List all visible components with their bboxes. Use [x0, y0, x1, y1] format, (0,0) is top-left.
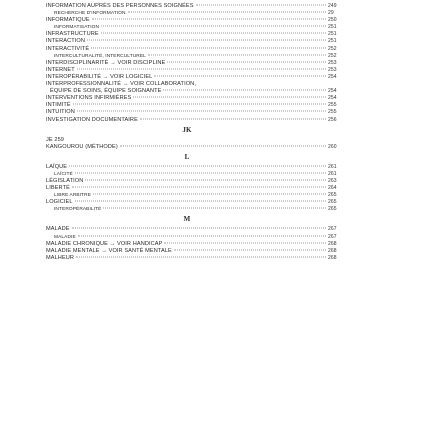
index-entry-term: LAÏCITÉ: [54, 171, 73, 177]
index-entry-term: LÉGISLATION: [46, 177, 84, 184]
index-entry-term: LIBRE ARBITRE: [54, 193, 92, 199]
dot-leader: [91, 47, 326, 48]
dot-leader: [163, 90, 326, 91]
index-entry-page: 267: [328, 233, 337, 240]
dot-leader: [167, 61, 326, 62]
index-entry: [46, 38, 346, 45]
index-entry-page: 265: [328, 199, 337, 206]
index-entry: [46, 185, 346, 192]
letter-heading-jk: JK: [182, 125, 192, 134]
index-entry-page: 263: [328, 177, 337, 184]
index-entry-page: 261: [328, 170, 337, 177]
index-entry-page: 251: [328, 31, 337, 38]
dot-leader: [77, 68, 326, 69]
index-entry-page: 253: [328, 59, 337, 66]
index-entry-page: 29: [328, 10, 334, 17]
index-entry-page: 252: [328, 45, 337, 52]
index-entry-term: INFRASTRUCTURE: [46, 31, 99, 38]
index-entry-page: 267: [328, 226, 337, 233]
index-entry: [46, 226, 346, 233]
dot-leader: [196, 5, 326, 6]
dot-leader: [92, 19, 326, 20]
index-entry: [46, 3, 346, 10]
index-entry-page: 265: [328, 206, 337, 213]
index-entry: [46, 192, 346, 199]
index-entry-page: 268: [328, 247, 337, 254]
index-entry-term: LOGICIEL: [46, 199, 73, 206]
index-entry-term: INTERCULTURALITÉ, INTERCULTUREL: [54, 53, 146, 59]
index-entry-term: INTERPROFESSIONNALITÉ → VOIR COLLABORATION,: [46, 81, 196, 88]
index-entry-term: MALADIE CHRONIQUE → VOIR HANDICAP: [46, 240, 163, 247]
index-entry-term: INTIMITÉ: [46, 102, 71, 109]
dot-leader: [148, 54, 326, 55]
index-column: [46, 3, 346, 262]
index-entry-term: INFORMATION AUPRÈS DES PERSONNES SOIGNÉES: [46, 3, 194, 9]
index-entry: [46, 171, 346, 178]
index-section-i: [46, 3, 346, 124]
index-entry-term: INTUITION: [46, 109, 75, 116]
index-entry: [46, 46, 346, 53]
dot-leader: [174, 249, 326, 250]
index-entry-term: MALADIE MENTALE → VOIR SANTÉ MENTALE: [46, 247, 172, 254]
index-section-m: [46, 226, 346, 261]
index-entry: [46, 24, 346, 31]
index-entry-page: 249: [328, 3, 337, 9]
index-entry-page: 252: [328, 52, 337, 59]
index-entry: [46, 255, 346, 262]
index-entry-term: JE 259: [46, 136, 65, 143]
dot-leader: [164, 242, 326, 243]
index-entry: [46, 199, 346, 206]
index-entry: [46, 164, 346, 171]
index-entry: [46, 67, 346, 74]
dot-leader: [101, 26, 326, 27]
index-entry-page: 264: [328, 185, 337, 192]
index-entry: [46, 137, 346, 144]
index-entry-page: 255: [328, 109, 337, 116]
index-entry: [46, 117, 346, 124]
index-entry: [46, 178, 346, 185]
dot-leader: [87, 40, 326, 41]
index-entry: [46, 53, 346, 60]
dot-leader: [72, 228, 326, 229]
dot-leader: [128, 12, 326, 13]
dot-leader: [101, 33, 326, 34]
index-entry-page: 261: [328, 163, 337, 170]
index-entry-term: MALADE: [46, 226, 70, 233]
index-entry-term: INFORMATIQUE: [46, 17, 90, 24]
dot-leader: [75, 172, 326, 173]
dot-leader: [77, 111, 326, 112]
index-entry-term: INTERNET: [46, 66, 75, 73]
dot-leader: [198, 83, 326, 84]
dot-leader: [75, 201, 326, 202]
index-section-jk: [46, 137, 346, 151]
index-entry: [46, 10, 346, 17]
index-entry-page: 253: [328, 66, 337, 73]
dot-leader: [103, 208, 326, 209]
index-entry-page: 265: [328, 192, 337, 199]
index-entry: [46, 31, 346, 38]
index-entry-page: 255: [328, 102, 337, 109]
index-entry-term: INTERVENTIONS INFIRMIÈRES: [46, 95, 132, 102]
index-entry-term: ÉQUIPE DE SOINS, ÉQUIPE SOIGNANTE: [50, 88, 162, 95]
index-entry-term: LAÏQUE: [46, 163, 68, 170]
dot-leader: [76, 256, 326, 257]
dot-leader: [154, 75, 326, 76]
index-entry-page: 254: [328, 88, 337, 95]
index-entry-page: 256: [328, 116, 337, 123]
index-entry-term: INTERACTION: [46, 38, 86, 45]
dot-leader: [73, 104, 326, 105]
index-entry: [46, 241, 346, 248]
index-entry: [46, 95, 346, 102]
index-entry-term: INFORMATISATION: [54, 25, 100, 31]
index-entry-page: 268: [328, 254, 337, 261]
index-entry-term: MALADIE: [54, 234, 76, 240]
index-entry-page: 268: [328, 240, 337, 247]
index-entry: [46, 206, 346, 213]
index-entry: [46, 109, 346, 116]
index-entry-page: 251: [328, 24, 337, 31]
index-entry: [46, 144, 346, 151]
index-entry-page: 260: [328, 143, 337, 150]
index-entry-term: KANGOUROU (MÉTHODE): [46, 143, 118, 150]
index-entry-page: 254: [328, 95, 337, 102]
index-entry-term: RECHERCHE D'INFORMATION: [54, 11, 126, 17]
letter-heading-l: L: [184, 152, 190, 161]
dot-leader: [93, 194, 326, 195]
index-entry-page: 254: [328, 73, 337, 80]
index-entry-page: 251: [328, 38, 337, 45]
index-entry-term: INTEROPÉRABILITÉ: [54, 207, 102, 213]
dot-leader: [66, 138, 326, 139]
index-entry-term: INTERACTIVITÉ: [46, 45, 90, 52]
index-entry-term: INTERDISCIPLINARITÉ → VOIR DISCIPLINE: [46, 59, 166, 66]
index-entry-term: LIBERTÉ: [46, 185, 70, 192]
index-entry: [46, 74, 346, 81]
letter-heading-m: M: [183, 215, 191, 224]
index-section-l: [46, 164, 346, 214]
index-entry-term: INVESTIGATION DOCUMENTAIRE: [46, 116, 138, 123]
index-entry-page: 250: [328, 17, 337, 24]
dot-leader: [133, 97, 326, 98]
dot-leader: [69, 165, 326, 166]
dot-leader: [72, 187, 326, 188]
index-entry: [46, 17, 346, 24]
index-entry: [46, 102, 346, 109]
dot-leader: [140, 118, 326, 119]
index-entry: [46, 248, 346, 255]
index-entry: [46, 234, 346, 241]
dot-leader: [120, 145, 326, 146]
dot-leader: [78, 235, 326, 236]
index-entry-term: INTEROPÉRABILITÉ → VOIR LOGICIEL: [46, 73, 153, 80]
index-entry-term: MALHEUR: [46, 254, 75, 261]
dot-leader: [85, 179, 326, 180]
index-entry: [46, 60, 346, 67]
